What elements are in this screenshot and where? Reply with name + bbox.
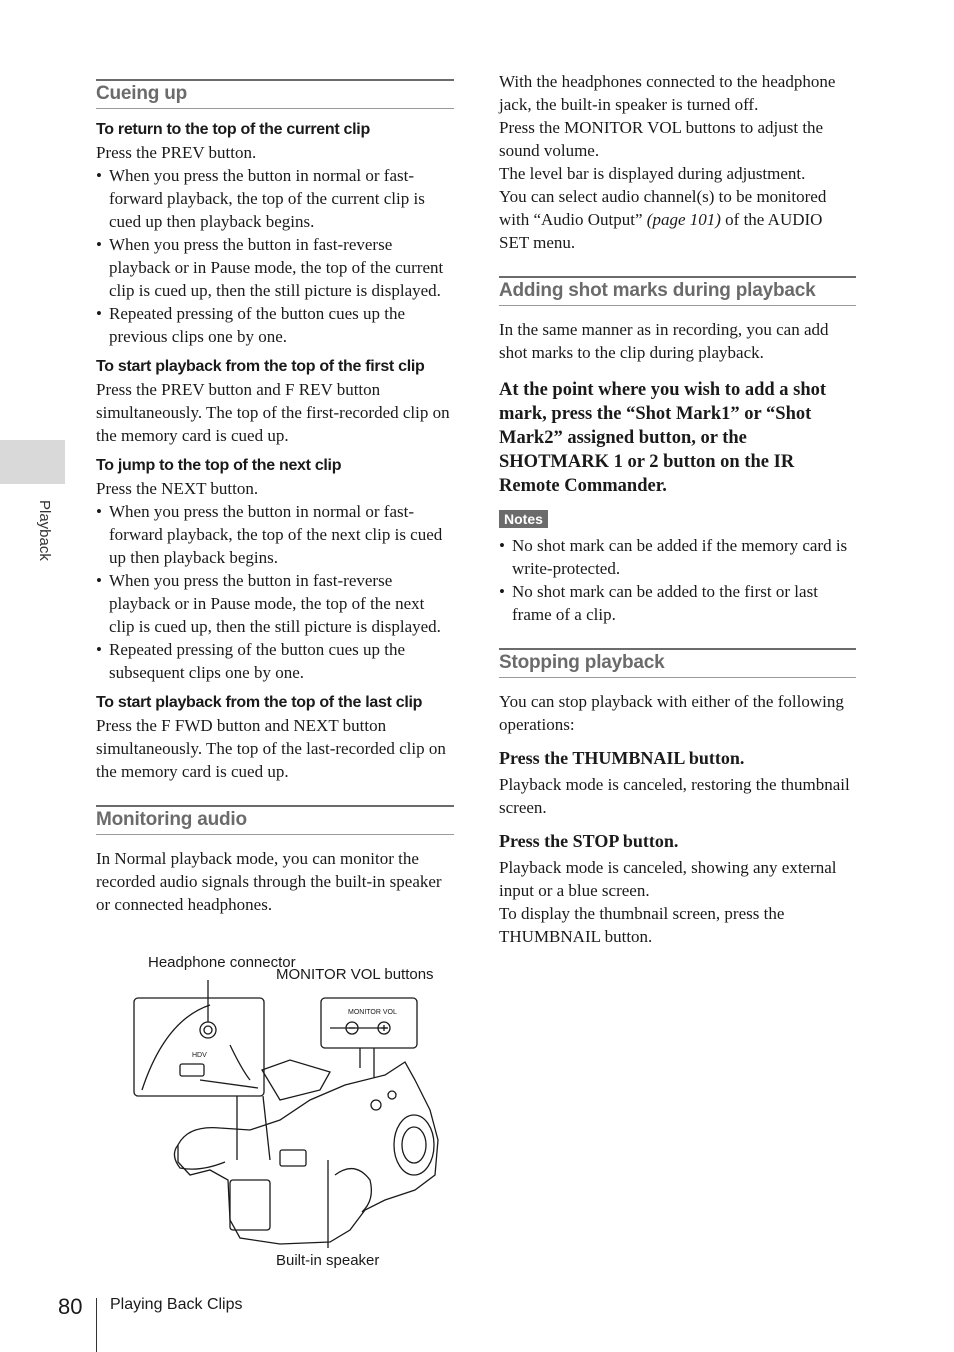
headphone-jack-icon xyxy=(200,1022,216,1038)
operation-heading: Press the THUMBNAIL button. xyxy=(499,748,745,768)
paragraph: To display the thumbnail screen, press the THUMBNAIL button. xyxy=(499,904,785,946)
list-item: • Repeated pressing of the button cues up the subsequent clips one by one. xyxy=(96,638,454,684)
camcorder-figure xyxy=(130,950,460,1280)
subheading-first-clip: To start playback from the top of the first clip xyxy=(96,358,425,375)
paragraph: In the same manner as in recording, you can add shot marks to the clip during playback. xyxy=(499,320,829,362)
list-item: • No shot mark can be added if the memory card is write-protected. xyxy=(499,534,856,580)
notes-list xyxy=(499,534,856,626)
section-title-stopping: Stopping playback xyxy=(499,648,856,678)
list-item: • Repeated pressing of the button cues up the previous clips one by one. xyxy=(96,302,454,348)
hand-grip xyxy=(335,1169,371,1212)
notes-badge: Notes xyxy=(499,510,548,528)
monitor-vol-inset-text: MONITOR VOL xyxy=(348,1009,397,1016)
page-number: 80 xyxy=(58,1294,83,1319)
paragraph: Press the PREV button. xyxy=(96,143,257,162)
bullet-list xyxy=(96,164,454,348)
monitor-vol-inset-frame xyxy=(321,998,417,1048)
footer-divider xyxy=(96,1298,97,1352)
paragraph: With the headphones connected to the headphone jack, the built-in speaker is turned off. xyxy=(499,72,836,114)
operation-heading: Press the STOP button. xyxy=(499,831,679,851)
paragraph: Press the NEXT button. xyxy=(96,479,259,498)
paragraph-audio-output xyxy=(499,185,856,254)
paragraph: Playback mode is canceled, showing any external input or a blue screen. xyxy=(499,858,837,900)
subheading-last-clip: To start playback from the top of the last clip xyxy=(96,694,423,711)
list-item: • No shot mark can be added to the first or last frame of a clip. xyxy=(499,580,856,626)
section-title-shot-marks: Adding shot marks during playback xyxy=(499,276,856,306)
hdv-port-icon xyxy=(180,1064,204,1076)
paragraph: Press the F FWD button and NEXT button simultaneously. The top of the last-recorded clip on the memory card is cued up. xyxy=(96,716,446,781)
bullet-list xyxy=(96,500,454,684)
paragraph: The level bar is displayed during adjustment. xyxy=(499,164,806,183)
page-reference: (page 101) xyxy=(646,210,721,229)
paragraph: In Normal playback mode, you can monitor the recorded audio signals through the built-in speaker or connected headphones. xyxy=(96,849,442,914)
subheading-return-top: To return to the top of the current clip xyxy=(96,121,370,138)
list-item: • When you press the button in fast-reverse playback or in Pause mode, the top of the next clip is cued up, then the still picture is displayed. xyxy=(96,569,454,638)
list-item: • When you press the button in normal or fast-forward playback, the top of the next clip is cued up then playback begins. xyxy=(96,500,454,569)
paragraph: Press the PREV button and F REV button simultaneously. The top of the first-recorded clip on the memory card is cued up. xyxy=(96,380,450,445)
paragraph: Press the MONITOR VOL buttons to adjust the sound volume. xyxy=(499,118,824,160)
section-title-monitoring: Monitoring audio xyxy=(96,805,454,835)
hdv-inset-text: HDV xyxy=(192,1052,207,1059)
list-item: • When you press the button in normal or fast-forward playback, the top of the current clip is cued up then playback begins. xyxy=(96,164,454,233)
section-title-cueing: Cueing up xyxy=(96,79,454,109)
left-column xyxy=(96,70,454,916)
footer-section-title: Playing Back Clips xyxy=(110,1296,243,1313)
instruction-step: At the point where you wish to add a shot mark, press the “Shot Mark1” or “Shot Mark2” assigned button, or the SHOTMARK 1 or 2 button on the IR Remote Commander. xyxy=(499,380,827,496)
list-item: • When you press the button in fast-reverse playback or in Pause mode, the top of the current clip is cued up, then the still picture is displayed. xyxy=(96,233,454,302)
label-built-in-speaker: Built-in speaker xyxy=(276,1252,380,1269)
right-column xyxy=(499,70,856,948)
label-monitor-vol-buttons: MONITOR VOL buttons xyxy=(276,966,434,983)
side-tab-label: Playback xyxy=(36,500,53,561)
headphone-inset-frame xyxy=(134,998,264,1096)
camcorder-body xyxy=(178,1062,438,1244)
camcorder-illustration xyxy=(130,950,460,1250)
lens-icon xyxy=(394,1115,434,1175)
lcd-panel xyxy=(262,1060,330,1100)
text-run: of the AUDIO SET menu. xyxy=(499,210,823,252)
label-headphone-connector: Headphone connector xyxy=(148,954,296,971)
text-run: You can select audio channel(s) to be monitored with “Audio Output” xyxy=(499,187,827,229)
paragraph: You can stop playback with either of the following operations: xyxy=(499,692,844,734)
inset-body-curve xyxy=(142,1005,210,1090)
paragraph: Playback mode is canceled, restoring the thumbnail screen. xyxy=(499,775,850,817)
section-tab xyxy=(0,440,65,484)
subheading-next-clip: To jump to the top of the next clip xyxy=(96,457,342,474)
